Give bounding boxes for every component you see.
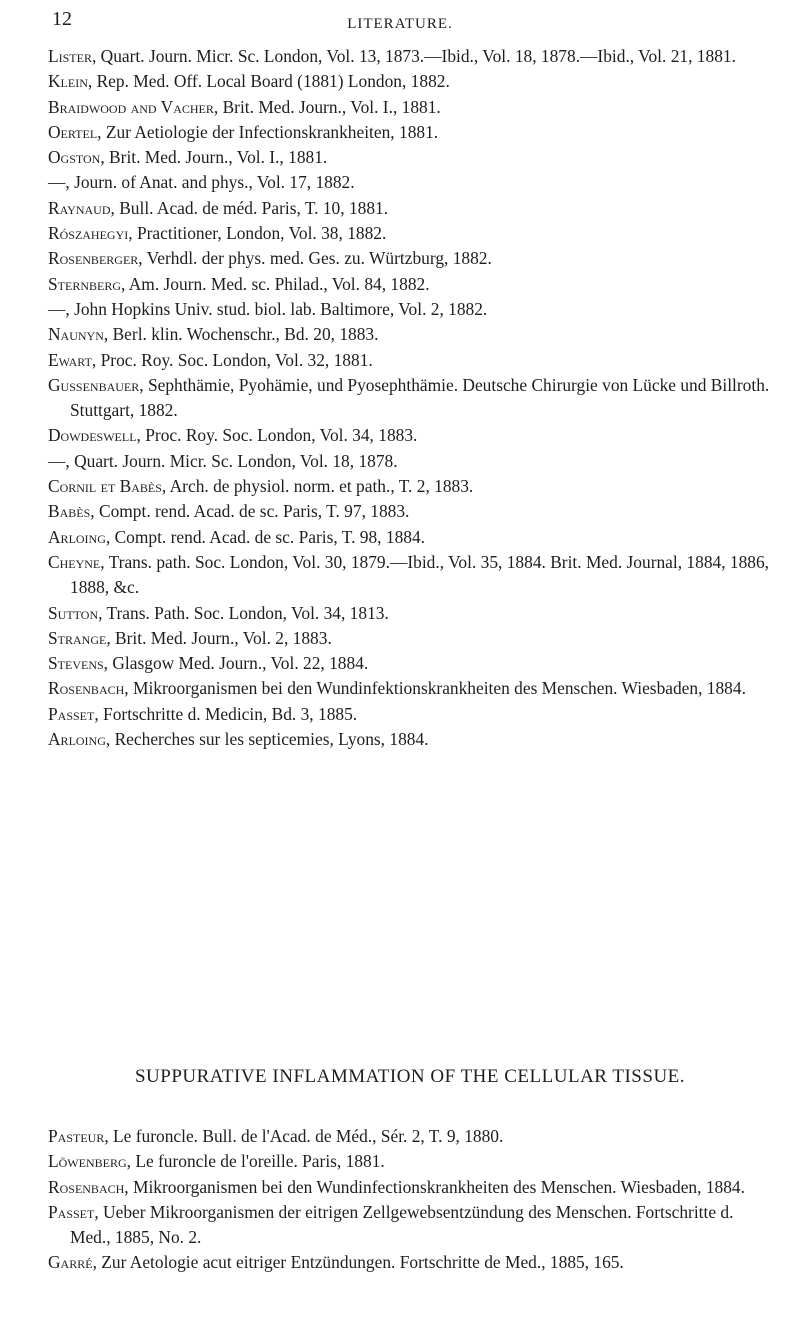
reference-citation: , Practitioner, London, Vol. 38, 1882.	[128, 223, 387, 244]
reference-entry	[48, 221, 770, 246]
reference-entry	[48, 474, 770, 499]
reference-citation: —, Quart. Journ. Micr. Sc. London, Vol. 18, 1878.	[48, 450, 398, 471]
reference-entry	[48, 297, 770, 322]
reference-author: Cornil et Babès	[48, 476, 162, 497]
reference-citation: —, John Hopkins Univ. stud. biol. lab. Baltimore, Vol. 2, 1882.	[48, 298, 488, 319]
reference-entry	[48, 727, 770, 752]
reference-author: Arloing	[48, 526, 106, 547]
reference-author: Rosenbach	[48, 1176, 125, 1197]
reference-citation: , Le furoncle. Bull. de l'Acad. de Méd., Sér. 2, T. 9, 1880.	[104, 1126, 504, 1146]
running-head: LITERATURE.	[347, 16, 453, 32]
reference-citation: , Trans. path. Soc. London, Vol. 30, 1879.—Ibid., Vol. 35, 1884. Brit. Med. Journal, 1884, 1886, 1888, &c.	[70, 551, 770, 598]
reference-author: Passet	[48, 703, 95, 724]
reference-author: Ogston	[48, 147, 101, 168]
reference-entry	[48, 449, 770, 474]
reference-entry	[48, 348, 770, 373]
reference-citation: , Brit. Med. Journ., Vol. I., 1881.	[213, 96, 441, 117]
reference-entry	[48, 246, 770, 271]
reference-author: Passet	[48, 1201, 95, 1222]
reference-citation: , Recherches sur les septicemies, Lyons, 1884.	[105, 729, 429, 750]
reference-entry	[48, 69, 770, 94]
reference-author: Stevens	[48, 653, 104, 674]
reference-entry	[48, 626, 770, 651]
reference-entry	[48, 44, 770, 69]
reference-entry	[48, 550, 770, 601]
reference-citation: , Le furoncle de l'oreille. Paris, 1881.	[126, 1151, 385, 1172]
reference-author: Braidwood and Vacher	[48, 96, 214, 117]
reference-citation: , Am. Journ. Med. sc. Philad., Vol. 84, 1882.	[121, 273, 430, 294]
reference-author: Löwenberg	[48, 1151, 127, 1172]
reference-list-suppurative-inflammation	[48, 1124, 770, 1276]
reference-author: Ewart	[48, 349, 92, 370]
reference-citation: , Rep. Med. Off. Local Board (1881) London, 1882.	[87, 71, 450, 92]
reference-citation: , Fortschritte d. Medicin, Bd. 3, 1885.	[94, 703, 358, 724]
reference-author: Rószahegyi	[48, 223, 129, 244]
reference-entry	[48, 1149, 770, 1174]
reference-citation: , Sephthämie, Pyohämie, und Pyosephthämie. Deutsche Chirurgie von Lücke und Billroth. Stuttgart, 1882.	[70, 374, 770, 421]
reference-author: Arloing	[48, 729, 106, 750]
reference-entry	[48, 601, 770, 626]
reference-citation: , Zur Aetologie acut eitriger Entzündungen. Fortschritte de Med., 1885, 165.	[92, 1252, 624, 1273]
reference-entry	[48, 170, 770, 195]
reference-citation: , Compt. rend. Acad. de sc. Paris, T. 98, 1884.	[105, 526, 426, 547]
reference-author: Naunyn	[48, 324, 104, 345]
reference-author: Rosenberger	[48, 248, 139, 269]
reference-entry	[48, 676, 770, 701]
page-number: 12	[52, 8, 72, 30]
reference-entry	[48, 1124, 770, 1149]
reference-entry	[48, 423, 770, 448]
reference-citation: , Verhdl. der phys. med. Ges. zu. Würtzburg, 1882.	[138, 248, 492, 269]
reference-author: Gussenbauer	[48, 374, 140, 395]
reference-entry	[48, 651, 770, 676]
reference-citation: , Compt. rend. Acad. de sc. Paris, T. 97, 1883.	[90, 501, 410, 522]
reference-citation: , Quart. Journ. Micr. Sc. London, Vol. 13, 1873.—Ibid., Vol. 18, 1878.—Ibid., Vol. 21, 1881.	[91, 46, 736, 66]
reference-entry	[48, 272, 770, 297]
reference-author: Cheyne	[48, 551, 101, 572]
reference-entry	[48, 196, 770, 221]
reference-author: Oertel	[48, 121, 98, 142]
reference-citation: , Ueber Mikroorganismen der eitrigen Zellgewebsentzündung des Menschen. Fortschritte d. Med., 1885, No. 2.	[70, 1201, 734, 1248]
reference-author: Lister	[48, 46, 92, 66]
reference-entry	[48, 702, 770, 727]
reference-citation: , Berl. klin. Wochenschr., Bd. 20, 1883.	[103, 324, 379, 345]
reference-entry	[48, 1250, 770, 1275]
reference-citation: , Brit. Med. Journ., Vol. 2, 1883.	[106, 627, 332, 648]
reference-author: Pasteur	[48, 1126, 105, 1146]
reference-entry	[48, 322, 770, 347]
reference-entry	[48, 120, 770, 145]
reference-citation: , Mikroorganismen bei den Wundinfectionskrankheiten des Menschen. Wiesbaden, 1884.	[124, 1176, 745, 1197]
reference-entry	[48, 145, 770, 170]
reference-entry	[48, 525, 770, 550]
section-title: SUPPURATIVE INFLAMMATION OF THE CELLULAR TISSUE.	[134, 1066, 686, 1087]
reference-citation: —, Journ. of Anat. and phys., Vol. 17, 1882.	[48, 172, 355, 193]
reference-author: Garré	[48, 1252, 93, 1273]
reference-author: Dowdeswell	[48, 425, 137, 446]
reference-author: Sutton	[48, 602, 99, 623]
reference-list-literature	[48, 44, 770, 752]
reference-citation: , Mikroorganismen bei den Wundinfektionskrankheiten des Menschen. Wiesbaden, 1884.	[124, 678, 746, 699]
reference-citation: , Glasgow Med. Journ., Vol. 22, 1884.	[103, 653, 369, 674]
reference-citation: , Trans. Path. Soc. London, Vol. 34, 1813.	[98, 602, 389, 623]
reference-author: Rosenbach	[48, 678, 125, 699]
reference-entry	[48, 499, 770, 524]
reference-citation: , Bull. Acad. de méd. Paris, T. 10, 1881.	[110, 197, 389, 218]
reference-entry	[48, 373, 770, 424]
reference-author: Raynaud	[48, 197, 111, 218]
reference-entry	[48, 1200, 770, 1251]
reference-author: Sternberg	[48, 273, 122, 294]
reference-citation: , Proc. Roy. Soc. London, Vol. 34, 1883.	[136, 425, 418, 446]
reference-entry	[48, 1175, 770, 1200]
reference-citation: , Proc. Roy. Soc. London, Vol. 32, 1881.	[91, 349, 373, 370]
reference-citation: , Arch. de physiol. norm. et path., T. 2, 1883.	[161, 476, 474, 497]
reference-author: Babès	[48, 501, 91, 522]
reference-citation: , Brit. Med. Journ., Vol. I., 1881.	[100, 147, 328, 168]
reference-citation: , Zur Aetiologie der Infectionskrankheiten, 1881.	[97, 121, 439, 142]
reference-author: Strange	[48, 627, 107, 648]
reference-author: Klein	[48, 71, 88, 92]
reference-entry	[48, 95, 770, 120]
